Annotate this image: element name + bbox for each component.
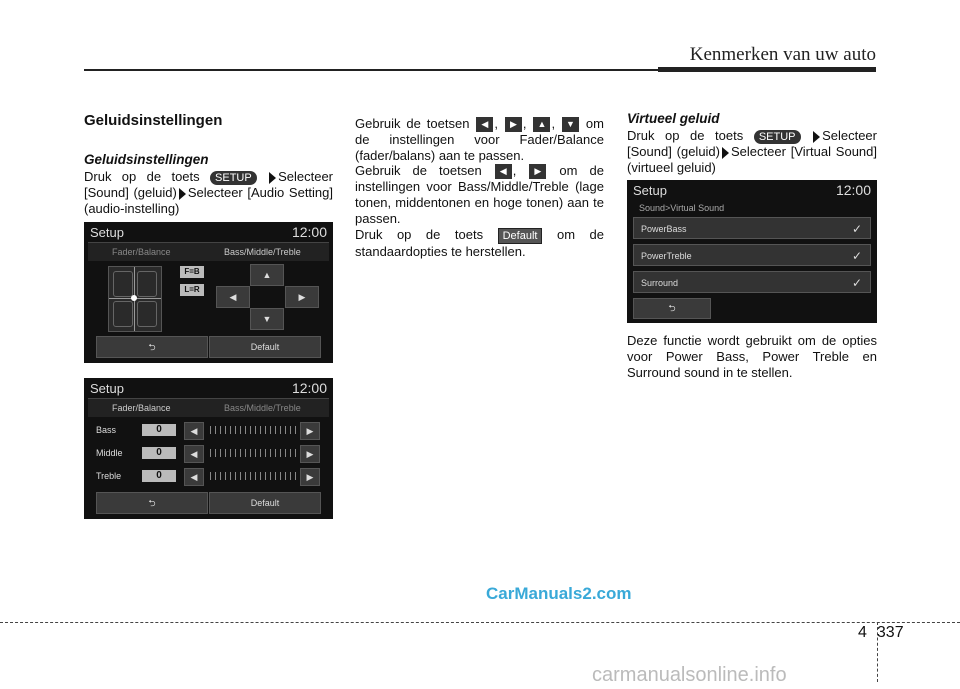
screen-clock: 12:00 — [291, 380, 327, 396]
virtual-sound-heading: Virtueel geluid — [627, 111, 720, 126]
screen-title: Setup — [90, 381, 124, 396]
default-button[interactable]: Default — [209, 336, 321, 358]
balance-right-button[interactable]: ▶ — [285, 286, 319, 308]
middle-paragraph-3: Druk op de toets Default om de standaardopties te herstellen. — [355, 227, 604, 259]
default-button-icon: Default — [498, 228, 543, 244]
treble-value: 0 — [142, 470, 176, 482]
screen-clock: 12:00 — [835, 182, 871, 198]
back-button[interactable]: ⮌ — [633, 298, 711, 319]
back-button[interactable]: ⮌ — [96, 336, 208, 358]
virtual-sound-description: Deze functie wordt gebruikt om de opties voor Power Bass, Power Treble en Surround sound in te stellen. — [627, 333, 877, 380]
bass-decrease-button[interactable]: ◀ — [184, 422, 204, 440]
fader-down-button[interactable]: ▼ — [250, 308, 284, 330]
right-paragraph: Druk op de toets SETUP Selecteer [Sound] (geluid) Selecteer [Virtual Sound] (virtueel geluid) — [627, 128, 877, 175]
treble-label: Treble — [96, 471, 122, 481]
balance-value: L=R — [180, 284, 204, 296]
arrow-right-icon — [722, 147, 729, 159]
fader-up-button[interactable]: ▲ — [250, 264, 284, 286]
check-icon: ✓ — [851, 276, 862, 290]
subsection-heading: Geluidsinstellingen — [84, 152, 209, 167]
power-bass-item[interactable]: PowerBass ✓ — [633, 217, 871, 239]
check-icon: ✓ — [851, 249, 862, 263]
fader-value: F=B — [180, 266, 204, 278]
balance-left-button[interactable]: ◀ — [216, 286, 250, 308]
check-icon: ✓ — [851, 222, 862, 236]
section-heading: Geluidsinstellingen — [84, 112, 223, 129]
bass-label: Bass — [96, 425, 117, 435]
power-treble-item[interactable]: PowerTreble ✓ — [633, 244, 871, 266]
arrow-right-icon — [179, 188, 186, 200]
treble-decrease-button[interactable]: ◀ — [184, 468, 204, 486]
setup-button-icon: SETUP — [210, 171, 257, 185]
setup-button-icon: SETUP — [754, 130, 801, 144]
tab-fader-balance[interactable]: Fader/Balance — [112, 247, 171, 257]
arrow-right-icon — [813, 131, 820, 143]
middle-decrease-button[interactable]: ◀ — [184, 445, 204, 463]
arrow-right-icon — [269, 172, 276, 184]
bass-increase-button[interactable]: ▶ — [300, 422, 320, 440]
middle-paragraph-2: Gebruik de toetsen ◀ , ▶ om de instellingen voor Bass/Middle/Treble (lage tonen, middentonen en hoge tonen) aan te passen. — [355, 163, 604, 227]
left-paragraph: Druk op de toets SETUP Selecteer [Sound] (geluid) Selecteer [Audio Setting] (audio-instelling) — [84, 169, 334, 216]
default-button[interactable]: Default — [209, 492, 321, 514]
middle-increase-button[interactable]: ▶ — [300, 445, 320, 463]
down-arrow-icon: ▼ — [562, 117, 579, 132]
bass-value: 0 — [142, 424, 176, 436]
right-arrow-icon: ▶ — [505, 117, 522, 132]
page-number: 4 337 — [858, 624, 904, 641]
screen-title: Setup — [633, 183, 667, 198]
up-arrow-icon: ▲ — [533, 117, 550, 132]
site-watermark: carmanualsonline.info — [592, 664, 787, 686]
treble-increase-button[interactable]: ▶ — [300, 468, 320, 486]
screen-title: Setup — [90, 225, 124, 240]
bass-slider[interactable] — [210, 426, 296, 434]
tab-fader-balance[interactable]: Fader/Balance — [112, 403, 171, 413]
virtual-sound-screen — [627, 180, 877, 323]
middle-label: Middle — [96, 448, 123, 458]
left-arrow-icon: ◀ — [495, 164, 512, 179]
left-arrow-icon: ◀ — [476, 117, 493, 132]
surround-item[interactable]: Surround ✓ — [633, 271, 871, 293]
running-header: Kenmerken van uw auto — [689, 44, 876, 65]
bass-middle-treble-screen — [84, 378, 333, 519]
right-arrow-icon: ▶ — [529, 164, 546, 179]
tab-bass-middle-treble[interactable]: Bass/Middle/Treble — [224, 247, 301, 257]
middle-paragraph-1: Gebruik de toetsen ◀ , ▶ , ▲ , ▼ om de instellingen voor Fader/Balance (fader/balans) aan te passen. — [355, 116, 604, 164]
balance-point-icon — [131, 295, 137, 301]
watermark-link[interactable]: CarManuals2.com — [486, 584, 632, 603]
footer-rule — [0, 622, 960, 623]
treble-slider[interactable] — [210, 472, 296, 480]
screen-clock: 12:00 — [291, 224, 327, 240]
back-button[interactable]: ⮌ — [96, 492, 208, 514]
tab-bass-middle-treble[interactable]: Bass/Middle/Treble — [224, 403, 301, 413]
middle-value: 0 — [142, 447, 176, 459]
header-rule-thick — [658, 67, 876, 72]
fader-balance-screen — [84, 222, 333, 363]
screen-breadcrumb: Sound>Virtual Sound — [639, 203, 725, 213]
middle-slider[interactable] — [210, 449, 296, 457]
car-seats-diagram[interactable] — [108, 266, 162, 332]
